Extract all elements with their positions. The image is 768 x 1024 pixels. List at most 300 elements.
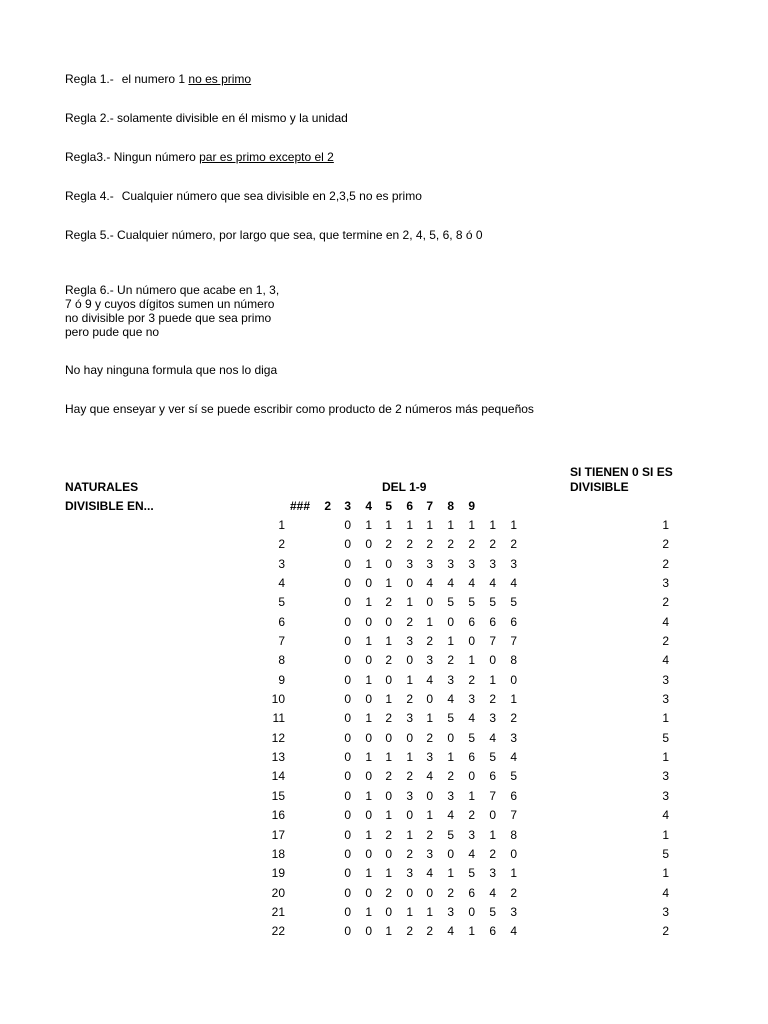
remainder-cell: 7 bbox=[489, 788, 496, 803]
remainder-cell: 3 bbox=[447, 788, 454, 803]
remainder-cell: 1 bbox=[447, 634, 454, 649]
remainder-cell: 0 bbox=[406, 653, 413, 668]
remainder-cell: 0 bbox=[406, 808, 413, 823]
table-row bbox=[0, 924, 768, 943]
remainder-cell: 1 bbox=[365, 866, 372, 881]
remainder-cell: 0 bbox=[426, 692, 433, 707]
rule-6-text: Un número que acabe en 1, 3, 7 ó 9 y cuyos dígitos sumen un número no divisible por 3 puede que sea primo pero pude que no bbox=[65, 283, 280, 339]
zero-count-cell: 3 bbox=[662, 904, 669, 919]
remainder-cell: 1 bbox=[365, 750, 372, 765]
table-row bbox=[0, 866, 768, 885]
remainder-cell: 2 bbox=[468, 672, 475, 687]
zero-count-cell: 1 bbox=[662, 827, 669, 842]
table-row bbox=[0, 595, 768, 614]
row-number: 4 bbox=[278, 576, 285, 591]
remainder-cell: 0 bbox=[344, 595, 351, 610]
remainder-cell: 0 bbox=[344, 653, 351, 668]
row-number: 9 bbox=[278, 672, 285, 687]
table-row bbox=[0, 576, 768, 595]
zero-count-cell: 3 bbox=[662, 672, 669, 687]
table-row bbox=[0, 769, 768, 788]
remainder-cell: 0 bbox=[365, 808, 372, 823]
column-header: 5 bbox=[385, 499, 392, 513]
remainder-cell: 2 bbox=[406, 769, 413, 784]
row-number: 1 bbox=[278, 518, 285, 532]
row-number: 20 bbox=[271, 885, 285, 900]
remainder-cell: 0 bbox=[426, 788, 433, 803]
remainder-cell: 3 bbox=[406, 556, 413, 571]
remainder-cell: 2 bbox=[385, 711, 392, 726]
zero-count-cell: 2 bbox=[662, 537, 669, 552]
remainder-cell: 1 bbox=[365, 788, 372, 803]
remainder-cell: 1 bbox=[489, 827, 496, 842]
remainder-cell: 5 bbox=[510, 595, 517, 610]
remainder-cell: 1 bbox=[510, 866, 517, 881]
remainder-cell: 2 bbox=[489, 537, 496, 552]
remainder-cell: 1 bbox=[365, 595, 372, 610]
remainder-cell: 3 bbox=[406, 711, 413, 726]
row-number: 16 bbox=[271, 808, 285, 823]
remainder-cell: 6 bbox=[510, 788, 517, 803]
table-header-si-tienen-line2: DIVISIBLE bbox=[570, 480, 629, 494]
table-row bbox=[0, 828, 768, 847]
remainder-cell: 5 bbox=[489, 750, 496, 765]
remainder-cell: 0 bbox=[344, 711, 351, 726]
remainder-cell: 4 bbox=[426, 866, 433, 881]
table-row bbox=[0, 711, 768, 730]
zero-count-cell: 4 bbox=[662, 885, 669, 900]
remainder-cell: 2 bbox=[385, 595, 392, 610]
rule-6-label: Regla 6.- bbox=[65, 283, 114, 297]
remainder-cell: 0 bbox=[365, 885, 372, 900]
remainder-cell: 0 bbox=[447, 730, 454, 745]
remainder-cell: 7 bbox=[489, 634, 496, 649]
remainder-cell: 4 bbox=[447, 808, 454, 823]
zero-count-cell: 2 bbox=[662, 634, 669, 649]
remainder-cell: 0 bbox=[510, 846, 517, 861]
remainder-cell: 4 bbox=[510, 576, 517, 591]
remainder-cell: 0 bbox=[365, 846, 372, 861]
table-header-divisible-en: DIVISIBLE EN... bbox=[65, 499, 154, 513]
remainder-cell: 3 bbox=[468, 827, 475, 842]
remainder-cell: 1 bbox=[406, 750, 413, 765]
column-header: 3 bbox=[344, 499, 351, 513]
remainder-cell: 4 bbox=[447, 576, 454, 591]
remainder-cell: 0 bbox=[344, 904, 351, 919]
table-row bbox=[0, 808, 768, 827]
remainder-cell: 2 bbox=[406, 692, 413, 707]
rule-4-label: Regla 4.- bbox=[65, 189, 114, 203]
zero-count-cell: 4 bbox=[662, 653, 669, 668]
remainder-cell: 1 bbox=[385, 866, 392, 881]
remainder-cell: 0 bbox=[385, 556, 392, 571]
remainder-cell: 1 bbox=[426, 711, 433, 726]
remainder-cell: 1 bbox=[447, 750, 454, 765]
remainder-cell: 2 bbox=[426, 924, 433, 939]
table-row bbox=[0, 692, 768, 711]
remainder-cell: 5 bbox=[447, 711, 454, 726]
remainder-cell: 0 bbox=[365, 614, 372, 629]
divisibility-table bbox=[0, 518, 768, 944]
row-number: 17 bbox=[271, 827, 285, 842]
remainder-cell: 1 bbox=[426, 614, 433, 629]
remainder-cell: 0 bbox=[365, 576, 372, 591]
row-number: 21 bbox=[271, 904, 285, 919]
remainder-cell: 0 bbox=[344, 634, 351, 649]
remainder-cell: 0 bbox=[344, 614, 351, 629]
remainder-cell: 5 bbox=[468, 866, 475, 881]
remainder-cell: 2 bbox=[447, 885, 454, 900]
remainder-cell: 2 bbox=[468, 537, 475, 552]
remainder-cell: 6 bbox=[510, 614, 517, 629]
table-row bbox=[0, 847, 768, 866]
remainder-cell: 1 bbox=[406, 904, 413, 919]
table-row bbox=[0, 615, 768, 634]
row-number: 2 bbox=[278, 537, 285, 552]
remainder-cell: 4 bbox=[489, 885, 496, 900]
remainder-cell: 4 bbox=[489, 730, 496, 745]
column-headers bbox=[0, 499, 768, 513]
row-number: 5 bbox=[278, 595, 285, 610]
remainder-cell: 0 bbox=[365, 692, 372, 707]
remainder-cell: 2 bbox=[385, 653, 392, 668]
remainder-cell: 1 bbox=[406, 518, 413, 532]
remainder-cell: 1 bbox=[385, 692, 392, 707]
remainder-cell: 2 bbox=[385, 827, 392, 842]
remainder-cell: 0 bbox=[344, 924, 351, 939]
remainder-cell: 3 bbox=[426, 846, 433, 861]
remainder-cell: 6 bbox=[489, 924, 496, 939]
zero-count-cell: 1 bbox=[662, 866, 669, 881]
remainder-cell: 1 bbox=[365, 672, 372, 687]
remainder-cell: 1 bbox=[365, 827, 372, 842]
remainder-cell: 2 bbox=[510, 885, 517, 900]
zero-count-cell: 3 bbox=[662, 788, 669, 803]
remainder-cell: 0 bbox=[406, 885, 413, 900]
zero-count-cell: 3 bbox=[662, 769, 669, 784]
remainder-cell: 0 bbox=[489, 653, 496, 668]
remainder-cell: 0 bbox=[385, 614, 392, 629]
rule-3 bbox=[65, 150, 334, 164]
remainder-cell: 2 bbox=[426, 827, 433, 842]
remainder-cell: 2 bbox=[406, 537, 413, 552]
remainder-cell: 1 bbox=[385, 750, 392, 765]
remainder-cell: 0 bbox=[344, 672, 351, 687]
remainder-cell: 0 bbox=[365, 924, 372, 939]
remainder-cell: 3 bbox=[447, 904, 454, 919]
table-row bbox=[0, 750, 768, 769]
remainder-cell: 3 bbox=[447, 556, 454, 571]
remainder-cell: 2 bbox=[406, 846, 413, 861]
rule-4-text: Cualquier número que sea divisible en 2,3,5 no es primo bbox=[121, 189, 422, 203]
remainder-cell: 4 bbox=[426, 769, 433, 784]
remainder-cell: 0 bbox=[489, 808, 496, 823]
remainder-cell: 5 bbox=[489, 595, 496, 610]
column-header: 2 bbox=[324, 499, 331, 513]
remainder-cell: 2 bbox=[489, 846, 496, 861]
zero-count-cell: 5 bbox=[662, 846, 669, 861]
remainder-cell: 2 bbox=[447, 769, 454, 784]
remainder-cell: 2 bbox=[510, 711, 517, 726]
rule-3-underlined: par es primo excepto el 2 bbox=[199, 150, 334, 164]
remainder-cell: 0 bbox=[344, 556, 351, 571]
row-number: 7 bbox=[278, 634, 285, 649]
remainder-cell: 1 bbox=[426, 808, 433, 823]
remainder-cell: 1 bbox=[365, 634, 372, 649]
remainder-cell: 4 bbox=[489, 576, 496, 591]
remainder-cell: 1 bbox=[406, 827, 413, 842]
remainder-cell: 3 bbox=[489, 866, 496, 881]
row-number: 11 bbox=[272, 711, 285, 726]
rule-3-label: Regla3.- bbox=[65, 150, 111, 164]
remainder-cell: 3 bbox=[426, 750, 433, 765]
table-row bbox=[0, 905, 768, 924]
remainder-cell: 0 bbox=[344, 692, 351, 707]
remainder-cell: 0 bbox=[468, 769, 475, 784]
remainder-cell: 4 bbox=[510, 750, 517, 765]
rule-4 bbox=[65, 189, 422, 203]
remainder-cell: 1 bbox=[447, 866, 454, 881]
remainder-cell: 4 bbox=[468, 711, 475, 726]
zero-count-cell: 2 bbox=[662, 556, 669, 571]
remainder-cell: 5 bbox=[510, 769, 517, 784]
remainder-cell: 1 bbox=[489, 672, 496, 687]
rule-1-label: Regla 1.- bbox=[65, 72, 114, 86]
remainder-cell: 2 bbox=[406, 614, 413, 629]
row-number: 6 bbox=[278, 614, 285, 629]
remainder-cell: 2 bbox=[426, 730, 433, 745]
remainder-cell: 6 bbox=[468, 614, 475, 629]
remainder-cell: 0 bbox=[344, 885, 351, 900]
remainder-cell: 0 bbox=[365, 653, 372, 668]
note-1: No hay ninguna formula que nos lo diga bbox=[65, 363, 278, 377]
table-row bbox=[0, 537, 768, 556]
remainder-cell: 7 bbox=[510, 808, 517, 823]
table-row bbox=[0, 789, 768, 808]
remainder-cell: 4 bbox=[468, 846, 475, 861]
table-row bbox=[0, 557, 768, 576]
remainder-cell: 6 bbox=[489, 614, 496, 629]
remainder-cell: 0 bbox=[385, 788, 392, 803]
rule-2-text: solamente divisible en él mismo y la unidad bbox=[117, 111, 348, 125]
remainder-cell: 0 bbox=[344, 808, 351, 823]
column-header: 7 bbox=[426, 499, 433, 513]
zero-count-cell: 3 bbox=[662, 576, 669, 591]
row-number: 18 bbox=[271, 846, 285, 861]
remainder-cell: 0 bbox=[385, 672, 392, 687]
remainder-cell: 0 bbox=[365, 769, 372, 784]
remainder-cell: 2 bbox=[385, 769, 392, 784]
rule-1-text: el numero 1 bbox=[121, 72, 189, 86]
remainder-cell: 0 bbox=[344, 730, 351, 745]
table-row bbox=[0, 518, 768, 537]
row-number: 15 bbox=[271, 788, 285, 803]
remainder-cell: 4 bbox=[426, 672, 433, 687]
remainder-cell: 1 bbox=[365, 711, 372, 726]
remainder-cell: 0 bbox=[510, 672, 517, 687]
remainder-cell: 3 bbox=[426, 556, 433, 571]
remainder-cell: 1 bbox=[385, 634, 392, 649]
remainder-cell: 0 bbox=[426, 595, 433, 610]
remainder-cell: 1 bbox=[468, 788, 475, 803]
row-number: 10 bbox=[271, 692, 285, 707]
zero-count-cell: 1 bbox=[662, 750, 669, 765]
remainder-cell: 2 bbox=[426, 537, 433, 552]
remainder-cell: 1 bbox=[406, 595, 413, 610]
remainder-cell: 3 bbox=[510, 556, 517, 571]
remainder-cell: 6 bbox=[489, 769, 496, 784]
remainder-cell: 0 bbox=[447, 846, 454, 861]
table-header-si-tienen-line1: SI TIENEN 0 SI ES bbox=[570, 465, 673, 479]
rule-5 bbox=[65, 228, 483, 242]
note-2: Hay que enseyar y ver sí se puede escribir como producto de 2 números más pequeños bbox=[65, 402, 534, 416]
remainder-cell: 5 bbox=[489, 904, 496, 919]
rule-5-text: Cualquier número, por largo que sea, que termine en 2, 4, 5, 6, 8 ó 0 bbox=[117, 228, 483, 242]
remainder-cell: 2 bbox=[447, 653, 454, 668]
remainder-cell: 4 bbox=[510, 924, 517, 939]
remainder-cell: 0 bbox=[365, 537, 372, 552]
remainder-cell: 2 bbox=[510, 537, 517, 552]
remainder-cell: 6 bbox=[468, 750, 475, 765]
remainder-cell: 4 bbox=[447, 692, 454, 707]
row-number: 22 bbox=[271, 924, 285, 939]
table-row bbox=[0, 886, 768, 905]
remainder-cell: 0 bbox=[344, 576, 351, 591]
row-number: 8 bbox=[278, 653, 285, 668]
remainder-cell: 2 bbox=[385, 537, 392, 552]
rule-2-label: Regla 2.- bbox=[65, 111, 114, 125]
remainder-cell: 3 bbox=[447, 672, 454, 687]
remainder-cell: 3 bbox=[510, 904, 517, 919]
remainder-cell: 2 bbox=[468, 808, 475, 823]
remainder-cell: 0 bbox=[385, 904, 392, 919]
remainder-cell: 1 bbox=[468, 924, 475, 939]
remainder-cell: 0 bbox=[344, 750, 351, 765]
remainder-cell: 0 bbox=[344, 769, 351, 784]
row-number: 19 bbox=[271, 866, 285, 881]
zero-count-cell: 4 bbox=[662, 808, 669, 823]
remainder-cell: 1 bbox=[468, 518, 475, 532]
remainder-cell: 1 bbox=[365, 556, 372, 571]
remainder-cell: 5 bbox=[447, 595, 454, 610]
rule-1-underlined: no es primo bbox=[188, 72, 252, 86]
column-header: 9 bbox=[468, 499, 475, 513]
remainder-cell: 2 bbox=[447, 537, 454, 552]
remainder-cell: 1 bbox=[426, 518, 433, 532]
remainder-cell: 8 bbox=[510, 827, 517, 842]
remainder-cell: 8 bbox=[510, 653, 517, 668]
remainder-cell: 1 bbox=[489, 518, 496, 532]
remainder-cell: 7 bbox=[510, 634, 517, 649]
remainder-cell: 0 bbox=[447, 614, 454, 629]
row-number: 12 bbox=[271, 730, 285, 745]
remainder-cell: 0 bbox=[426, 885, 433, 900]
remainder-cell: 1 bbox=[447, 518, 454, 532]
rule-3-text: Ningun número bbox=[113, 150, 200, 164]
remainder-cell: 1 bbox=[385, 808, 392, 823]
remainder-cell: 0 bbox=[344, 788, 351, 803]
remainder-cell: 0 bbox=[344, 846, 351, 861]
zero-count-cell: 5 bbox=[662, 730, 669, 745]
zero-count-cell: 1 bbox=[662, 711, 669, 726]
table-row bbox=[0, 731, 768, 750]
remainder-cell: 0 bbox=[406, 576, 413, 591]
remainder-cell: 3 bbox=[489, 711, 496, 726]
remainder-cell: 0 bbox=[365, 730, 372, 745]
row-number: 13 bbox=[271, 750, 285, 765]
remainder-cell: 2 bbox=[489, 692, 496, 707]
table-row bbox=[0, 653, 768, 672]
remainder-cell: 5 bbox=[468, 730, 475, 745]
remainder-cell: 1 bbox=[510, 518, 517, 532]
rule-6 bbox=[65, 283, 280, 339]
remainder-cell: 5 bbox=[468, 595, 475, 610]
row-number: 14 bbox=[271, 769, 285, 784]
table-header-naturales: NATURALES bbox=[65, 480, 139, 494]
remainder-cell: 0 bbox=[344, 866, 351, 881]
column-header: ### bbox=[289, 499, 310, 513]
column-header: 6 bbox=[406, 499, 413, 513]
zero-count-cell: 3 bbox=[662, 692, 669, 707]
remainder-cell: 1 bbox=[385, 518, 392, 532]
remainder-cell: 1 bbox=[365, 518, 372, 532]
remainder-cell: 2 bbox=[426, 634, 433, 649]
remainder-cell: 3 bbox=[489, 556, 496, 571]
row-number: 3 bbox=[278, 556, 285, 571]
column-header: 8 bbox=[447, 499, 454, 513]
remainder-cell: 1 bbox=[468, 653, 475, 668]
remainder-cell: 0 bbox=[344, 827, 351, 842]
remainder-cell: 1 bbox=[510, 692, 517, 707]
remainder-cell: 3 bbox=[406, 788, 413, 803]
remainder-cell: 3 bbox=[406, 634, 413, 649]
remainder-cell: 0 bbox=[406, 730, 413, 745]
remainder-cell: 0 bbox=[468, 634, 475, 649]
remainder-cell: 3 bbox=[510, 730, 517, 745]
remainder-cell: 0 bbox=[344, 518, 351, 532]
remainder-cell: 0 bbox=[385, 846, 392, 861]
rule-5-label: Regla 5.- bbox=[65, 228, 114, 242]
remainder-cell: 0 bbox=[385, 730, 392, 745]
remainder-cell: 1 bbox=[406, 672, 413, 687]
remainder-cell: 4 bbox=[426, 576, 433, 591]
remainder-cell: 3 bbox=[426, 653, 433, 668]
remainder-cell: 1 bbox=[385, 924, 392, 939]
remainder-cell: 4 bbox=[447, 924, 454, 939]
remainder-cell: 5 bbox=[447, 827, 454, 842]
remainder-cell: 3 bbox=[468, 556, 475, 571]
table-header-del: DEL 1-9 bbox=[382, 480, 427, 494]
remainder-cell: 1 bbox=[365, 904, 372, 919]
rule-1 bbox=[65, 72, 251, 86]
remainder-cell: 2 bbox=[385, 885, 392, 900]
remainder-cell: 3 bbox=[468, 692, 475, 707]
zero-count-cell: 2 bbox=[662, 924, 669, 939]
remainder-cell: 1 bbox=[385, 576, 392, 591]
remainder-cell: 1 bbox=[426, 904, 433, 919]
zero-count-cell: 1 bbox=[662, 518, 669, 532]
remainder-cell: 0 bbox=[468, 904, 475, 919]
zero-count-cell: 2 bbox=[662, 595, 669, 610]
table-row bbox=[0, 673, 768, 692]
rule-2 bbox=[65, 111, 348, 125]
table-row bbox=[0, 634, 768, 653]
remainder-cell: 0 bbox=[344, 537, 351, 552]
remainder-cell: 4 bbox=[468, 576, 475, 591]
remainder-cell: 3 bbox=[406, 866, 413, 881]
remainder-cell: 6 bbox=[468, 885, 475, 900]
zero-count-cell: 4 bbox=[662, 614, 669, 629]
